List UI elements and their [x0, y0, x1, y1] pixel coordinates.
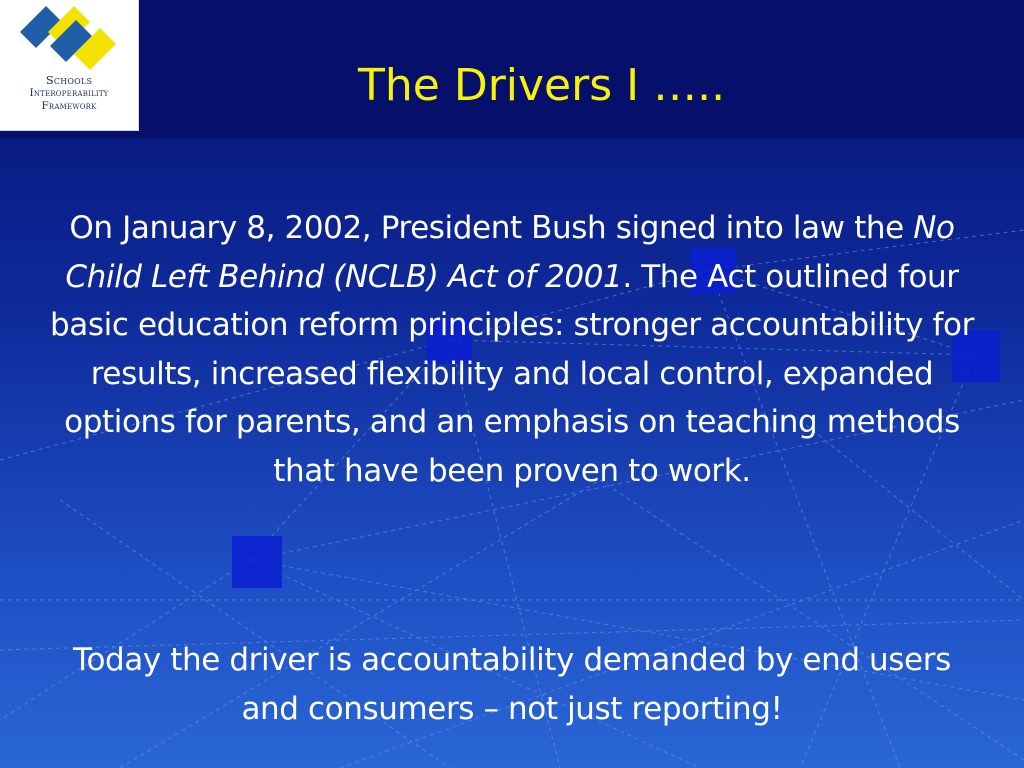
- logo-line-schools: Schools: [45, 73, 93, 87]
- act-name: No Child Left Behind (NCLB) Act of 2001: [65, 210, 955, 295]
- paragraph-nclb-intro: On January 8, 2002, President Bush signed into law the: [69, 210, 914, 246]
- logo-diamond-icon: [16, 4, 122, 72]
- paragraph-driver: Today the driver is accountability demanded by end users and consumers – not just reporting!: [73, 642, 951, 727]
- logo-line-interoperability: Interoperability: [29, 87, 109, 99]
- logo: [0, 0, 139, 131]
- logo-line-framework: Framework: [41, 100, 97, 112]
- paragraph-nclb-rest: . The Act outlined four basic education reform principles: stronger accountability for results, increased flexibility and local control, expanded options for parents, and an emphasis on teaching methods that have been proven to work.: [50, 258, 974, 489]
- paragraph-nclb: [42, 204, 982, 495]
- logo-text: [0, 74, 138, 113]
- page-title: The Drivers I …..: [358, 60, 726, 111]
